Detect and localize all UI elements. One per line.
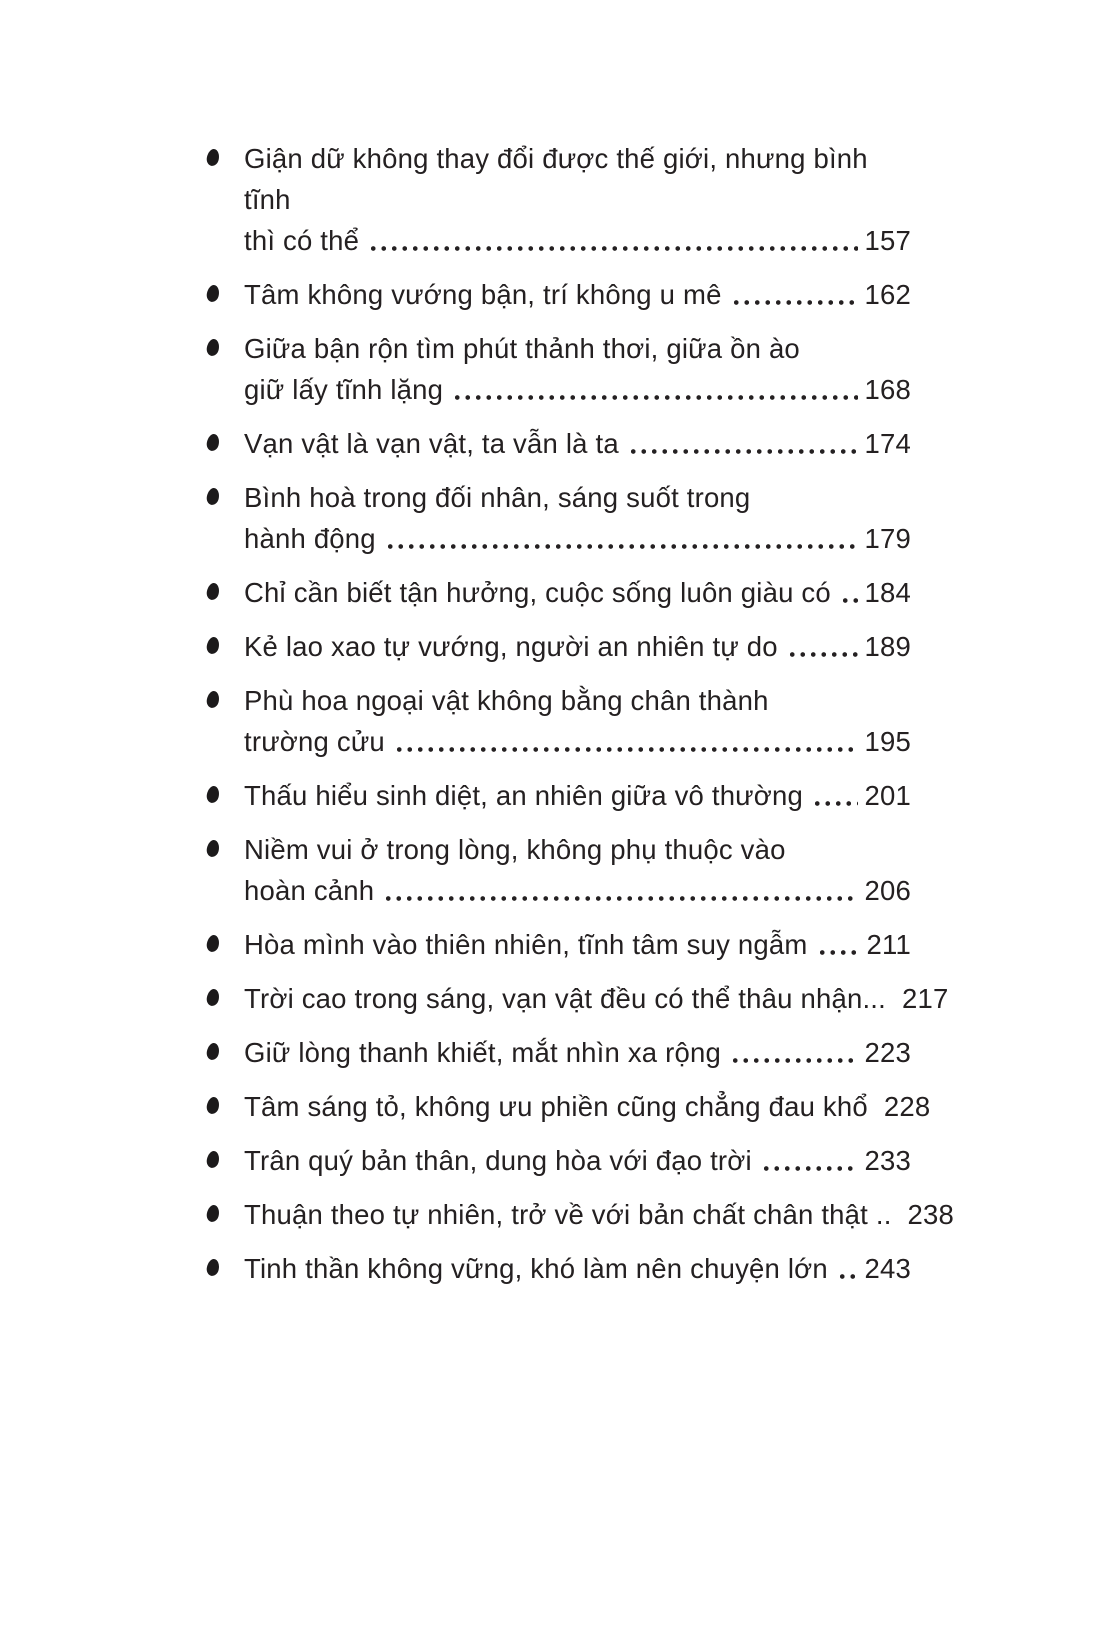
entry-last-line (244, 1032, 911, 1073)
entry-last-line (244, 924, 911, 965)
entry-body (244, 1194, 955, 1235)
bullet-icon (205, 1258, 220, 1277)
entry-title: Thấu hiểu sinh diệt, an nhiên giữa vô thường (244, 780, 804, 811)
entry-last-line (244, 1194, 955, 1235)
entry-title: Chỉ cần biết tận hưởng, cuộc sống luôn giàu có (244, 577, 831, 608)
dot-leader (452, 369, 857, 410)
entry-body (244, 1140, 911, 1181)
toc-entry (207, 924, 911, 965)
toc-list (207, 138, 955, 1302)
entry-title: Vạn vật là vạn vật, ta vẫn là ta (244, 428, 619, 459)
dot-leader (368, 220, 857, 261)
toc-entry (207, 328, 911, 410)
entry-body (244, 626, 911, 667)
dot-leader (628, 423, 858, 464)
page-number: 195 (864, 726, 911, 757)
dot-leader (761, 1140, 858, 1181)
page-number: 162 (864, 279, 911, 310)
entry-last-line (244, 220, 911, 261)
entry-last-line (244, 870, 911, 911)
entry-title: giữ lấy tĩnh lặng (244, 374, 444, 405)
entry-body (244, 1032, 911, 1073)
toc-entry (207, 1032, 911, 1073)
bullet-icon (205, 284, 220, 303)
bullet-icon (205, 487, 220, 506)
bullet-icon (205, 338, 220, 357)
toc-entry (207, 1086, 931, 1127)
toc-entry (207, 829, 911, 911)
dot-leader (383, 870, 857, 911)
entry-title: Thuận theo tự nhiên, trở về với bản chất chân thật .. (244, 1199, 892, 1230)
dot-leader (731, 274, 858, 315)
entry-last-line (244, 721, 911, 762)
toc-entry (207, 423, 911, 464)
toc-entry (207, 680, 911, 762)
page-number: 233 (864, 1145, 911, 1176)
toc-entry (207, 274, 911, 315)
page-number: 179 (864, 523, 911, 554)
entry-body (244, 829, 911, 911)
entry-title: Trân quý bản thân, dung hòa với đạo trời (244, 1145, 752, 1176)
page-number: 206 (864, 875, 911, 906)
bullet-icon (205, 785, 220, 804)
bullet-icon (205, 582, 220, 601)
entry-body (244, 572, 911, 613)
entry-last-line (244, 369, 911, 410)
entry-title: Tâm không vướng bận, trí không u mê (244, 279, 722, 310)
toc-entry (207, 626, 911, 667)
entry-last-line (244, 1248, 911, 1289)
entry-body (244, 423, 911, 464)
page-number: 174 (864, 428, 911, 459)
bullet-icon (205, 433, 220, 452)
entry-body (244, 924, 911, 965)
toc-entry (207, 1140, 911, 1181)
toc-entry (207, 1248, 911, 1289)
entry-title: Hòa mình vào thiên nhiên, tĩnh tâm suy ngẫm (244, 929, 808, 960)
dot-leader (730, 1032, 858, 1073)
entry-last-line (244, 775, 911, 816)
page-number: 217 (901, 983, 949, 1014)
entry-title-line: Bình hoà trong đối nhân, sáng suốt trong (244, 482, 751, 513)
dot-leader (394, 721, 858, 762)
dot-leader (837, 1248, 858, 1289)
bullet-icon (205, 690, 220, 709)
bullet-icon (205, 934, 220, 953)
page-number: 184 (864, 577, 911, 608)
page-number: 189 (864, 631, 911, 662)
bullet-icon (205, 636, 220, 655)
entry-body (244, 978, 949, 1019)
entry-last-line (244, 572, 911, 613)
entry-body (244, 1248, 911, 1289)
entry-body (244, 680, 911, 762)
toc-entry (207, 572, 911, 613)
entry-body (244, 328, 911, 410)
page-number: 223 (864, 1037, 911, 1068)
entry-last-line (244, 274, 911, 315)
bullet-icon (205, 1150, 220, 1169)
entry-last-line (244, 1086, 931, 1127)
entry-last-line (244, 423, 911, 464)
bullet-icon (205, 148, 220, 167)
page-number: 201 (864, 780, 911, 811)
page-number: 211 (866, 929, 911, 960)
entry-title-line: Giữa bận rộn tìm phút thảnh thơi, giữa ồn ào (244, 333, 800, 364)
bullet-icon (205, 1096, 220, 1115)
dot-leader (385, 518, 858, 559)
entry-title: hoàn cảnh (244, 875, 375, 906)
entry-title: Tâm sáng tỏ, không ưu phiền cũng chẳng đau khổ (244, 1091, 868, 1122)
entry-title: Kẻ lao xao tự vướng, người an nhiên tự do (244, 631, 778, 662)
page-number: 228 (883, 1091, 931, 1122)
toc-entry (207, 138, 911, 261)
entry-title-line: Niềm vui ở trong lòng, không phụ thuộc vào (244, 834, 786, 865)
page-number: 157 (864, 225, 911, 256)
toc-entry (207, 775, 911, 816)
entry-title: Tinh thần không vững, khó làm nên chuyện lớn (244, 1253, 828, 1284)
entry-last-line (244, 518, 911, 559)
entry-title: trường cửu (244, 726, 385, 757)
entry-last-line (244, 626, 911, 667)
entry-last-line (244, 978, 949, 1019)
page-number: 243 (864, 1253, 911, 1284)
toc-entry (207, 1194, 955, 1235)
bullet-icon (205, 1042, 220, 1061)
entry-body (244, 274, 911, 315)
entry-body (244, 477, 911, 559)
entry-body (244, 138, 911, 261)
entry-title: Giữ lòng thanh khiết, mắt nhìn xa rộng (244, 1037, 721, 1068)
entry-body (244, 775, 911, 816)
entry-last-line (244, 1140, 911, 1181)
page-number: 238 (907, 1199, 955, 1230)
bullet-icon (205, 988, 220, 1007)
dot-leader (817, 924, 860, 965)
entry-title: hành động (244, 523, 376, 554)
entry-title-line: Giận dữ không thay đổi được thế giới, nhưng bình tĩnh (244, 143, 868, 215)
entry-body (244, 1086, 931, 1127)
entry-title: Trời cao trong sáng, vạn vật đều có thể thâu nhận... (244, 983, 886, 1014)
page-number: 168 (864, 374, 911, 405)
bullet-icon (205, 839, 220, 858)
dot-leader (787, 626, 858, 667)
dot-leader (812, 775, 858, 816)
entry-title: thì có thể (244, 225, 360, 256)
toc-entry (207, 978, 949, 1019)
entry-title-line: Phù hoa ngoại vật không bằng chân thành (244, 685, 769, 716)
bullet-icon (205, 1204, 220, 1223)
toc-entry (207, 477, 911, 559)
dot-leader (840, 572, 858, 613)
